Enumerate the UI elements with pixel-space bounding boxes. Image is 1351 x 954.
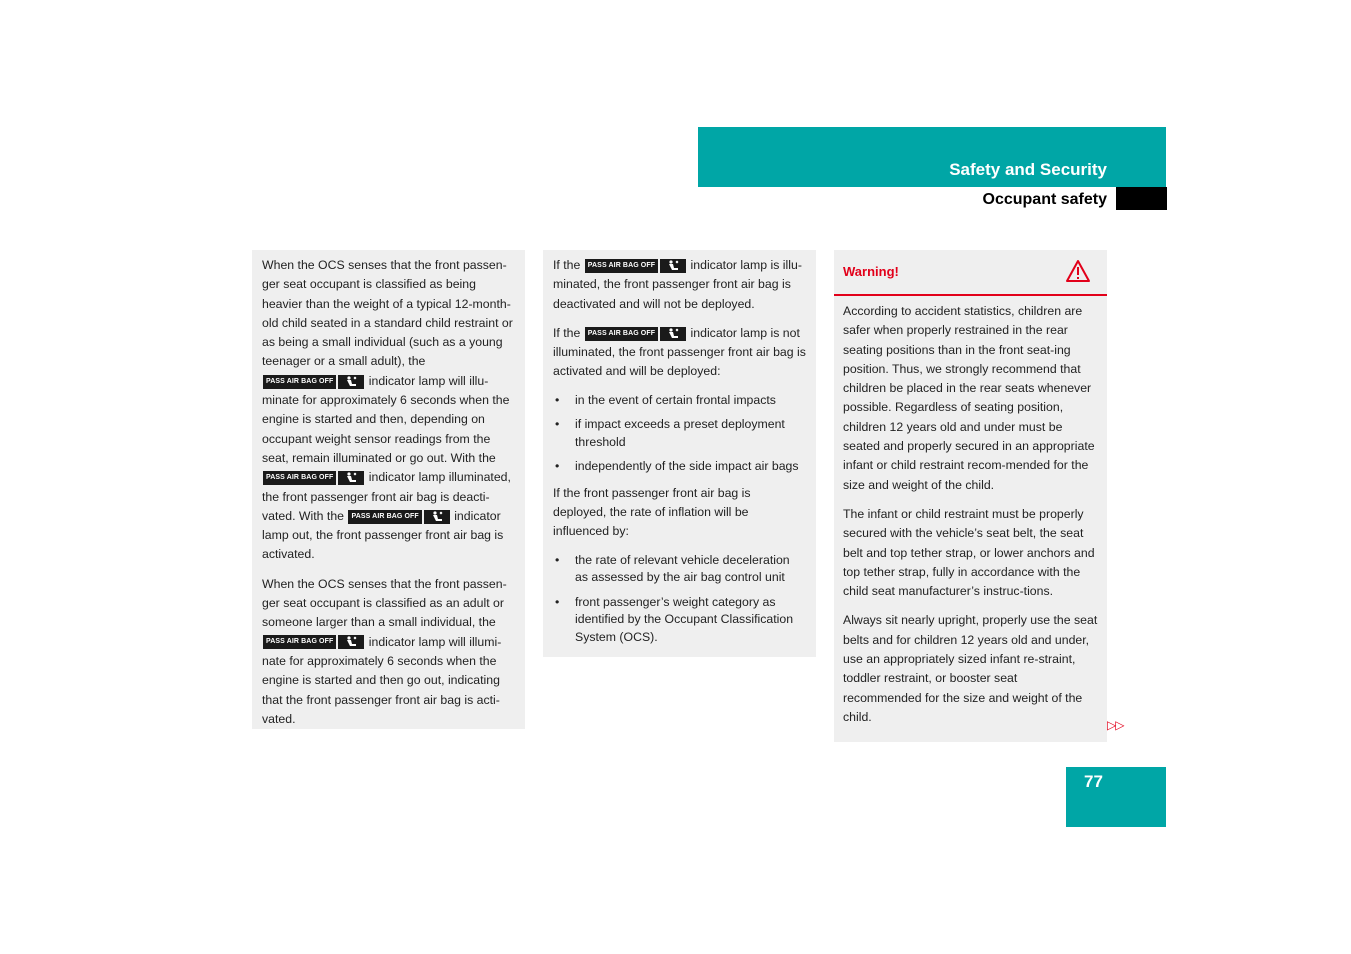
seat-occupant-icon — [338, 375, 364, 389]
paragraph: When the OCS senses that the front passen-ger seat occupant is classified as being heavier than the weight of a typical 12-month-old child seated in a standard child restraint or as being a small individual (such as a young teenager or a small adult), the PASS AIR BAG OFF indicator lamp will illu-minate for approximately 6 seconds when the engine is started and then, depending on occupant weight sensor readings from the seat, remain illuminated or go out. With the PASS AIR BAG OFF indicator lamp illuminated, the front passenger front air bag is deacti-vated. With the PASS AIR BAG OFF indicator lamp out, the front passenger front air bag is activated. — [262, 258, 513, 562]
seat-occupant-icon — [660, 327, 686, 341]
text-column-1 — [252, 250, 525, 729]
pass-airbag-off-lamp: PASS AIR BAG OFF — [585, 259, 686, 273]
continued-arrow-icon: ▷▷ — [1107, 718, 1124, 732]
list-item: • in the event of certain frontal impacts — [553, 392, 806, 410]
pass-airbag-off-lamp: PASS AIR BAG OFF — [263, 635, 364, 649]
seat-occupant-icon — [338, 471, 364, 485]
seat-occupant-icon — [424, 510, 450, 524]
deployment-conditions-list — [553, 392, 806, 476]
warning-header — [834, 250, 1107, 296]
list-item: • the rate of relevant vehicle deceleration as assessed by the air bag control unit — [553, 552, 806, 587]
paragraph: If the front passenger front air bag is deployed, the rate of inflation will be influenced by: — [553, 485, 751, 539]
inflation-factors-list — [553, 552, 806, 647]
paragraph: Always sit nearly upright, properly use the seat belts and for children 12 years old and under, use an appropriately sized infant re-straint, toddler restraint, or booster seat recommended for the size and weight of the child. — [843, 613, 1098, 724]
paragraph: If the PASS AIR BAG OFF indicator lamp is not illuminated, the front passenger front air bag is activated and will be deployed: — [553, 325, 806, 379]
pass-airbag-off-lamp: PASS AIR BAG OFF — [263, 375, 364, 389]
warning-box — [834, 250, 1107, 742]
pass-airbag-off-lamp: PASS AIR BAG OFF — [585, 327, 686, 341]
paragraph: If the PASS AIR BAG OFF indicator lamp is illu-minated, the front passenger front air bag is deactivated and will not be deployed. — [553, 258, 802, 311]
pass-airbag-off-lamp: PASS AIR BAG OFF — [263, 471, 364, 485]
subsection-title: Occupant safety — [982, 191, 1107, 208]
seat-occupant-icon — [338, 635, 364, 649]
list-item: • front passenger’s weight category as identified by the Occupant Classification System (OCS). — [553, 594, 806, 647]
paragraph: When the OCS senses that the front passen-ger seat occupant is classified as an adult or someone larger than a small individual, the PASS AIR BAG OFF indicator lamp will illumi-nate for approximately 6 seconds when the engine is started and then go out, indicating that the front passenger front air bag is acti-vated. — [262, 576, 507, 726]
section-tab-marker — [1116, 187, 1167, 210]
paragraph: According to accident statistics, children are safer when properly restrained in the rear seating positions than in the front seat-ing position. Thus, we strongly recommend that children be placed in the rear seats whenever possible. Regardless of seating position, children 12 years old and under must be seated and properly secured in an appropriate infant or child restraint recom-mended for the size and weight of the child. — [843, 304, 1095, 492]
text-column-2 — [543, 250, 816, 657]
warning-triangle-icon — [1065, 259, 1091, 283]
list-item: • if impact exceeds a preset deployment threshold — [553, 416, 806, 451]
page-number: 77 — [1084, 772, 1103, 791]
warning-label: Warning! — [843, 264, 899, 279]
section-title: Safety and Security — [949, 160, 1107, 179]
pass-airbag-off-lamp: PASS AIR BAG OFF — [348, 510, 449, 524]
page-number-box — [1066, 767, 1166, 827]
paragraph: The infant or child restraint must be properly secured with the vehicle’s seat belt, the seat belt and top tether strap, or lower anchors and top tether strap, fully in accordance with the child seat manufacturer’s instruc-tions. — [843, 506, 1095, 599]
seat-occupant-icon — [660, 259, 686, 273]
list-item: • independently of the side impact air bags — [553, 458, 806, 476]
